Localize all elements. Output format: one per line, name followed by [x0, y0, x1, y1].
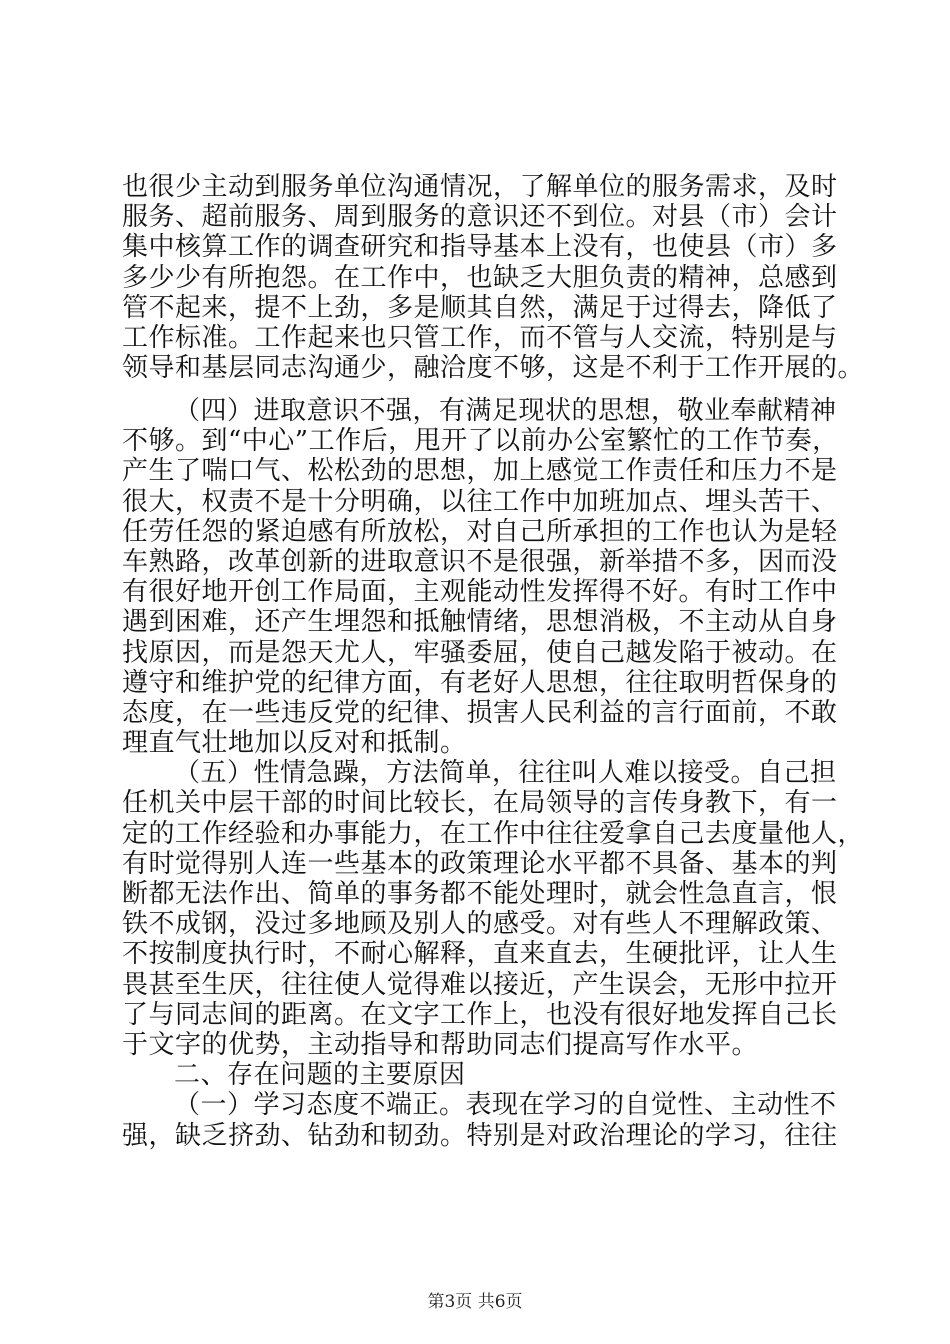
- text-line: 不够。到“中心”工作后，甩开了以前办公室繁忙的工作节奏，: [122, 426, 839, 457]
- text-line: 断都无法作出、简单的事务都不能处理时，就会性急直言，恨: [122, 879, 838, 909]
- text-line: 服务、超前服务、周到服务的意识还不到位。对县（市）会计: [122, 202, 838, 233]
- text-line: 有时觉得别人连一些基本的政策理论水平都不具备、基本的判: [122, 848, 838, 879]
- text-line: 任机关中层干部的时间比较长，在局领导的言传身教下，有一: [122, 788, 838, 819]
- paragraph-one-heading: （一）学习态度不端正。表现在学习的自觉性、主动性不: [174, 1090, 837, 1121]
- body-paragraphs: [122, 396, 865, 1151]
- text-line: 不按制度执行时，不耐心解释，直来直去，生硬批评，让人生: [122, 939, 838, 970]
- text-line: 领导和基层同志沟通少，融洽度不够，这是不利于工作开展的。: [122, 353, 865, 384]
- text-line: 态度，在一些违反党的纪律、损害人民利益的言行面前，不敢: [122, 697, 838, 728]
- text-line: 管不起来，提不上劲，多是顺其自然，满足于过得去，降低了: [122, 292, 838, 323]
- text-line: 遵守和维护党的纪律方面，有老好人思想，往往取明哲保身的: [122, 667, 838, 698]
- text-line: 也很少主动到服务单位沟通情况，了解单位的服务需求，及时: [122, 172, 838, 202]
- section-heading: 二、存在问题的主要原因: [174, 1060, 466, 1091]
- text-line: 车熟路，改革创新的进取意识不是很强，新举措不多，因而没: [122, 546, 838, 577]
- text-line: 集中核算工作的调查研究和指导基本上没有，也使县（市）多: [122, 232, 838, 263]
- text-line: 畏甚至生厌，往往使人觉得难以接近，产生误会，无形中拉开: [122, 969, 838, 1000]
- text-line: 遇到困难，还产生埋怨和抵触情绪，思想消极，不主动从自身: [122, 607, 838, 638]
- text-line: 定的工作经验和办事能力，在工作中往往爱拿自己去度量他人，: [122, 818, 865, 849]
- text-line: 了与同志间的距离。在文字工作上，也没有很好地发挥自己长: [122, 999, 838, 1030]
- text-line: 多少少有所抱怨。在工作中，也缺乏大胆负责的精神，总感到: [122, 262, 838, 293]
- text-line: 理直气壮地加以反对和抵制。: [122, 728, 467, 759]
- text-line: 很大，权责不是十分明确，以往工作中加班加点、埋头苦干、: [122, 486, 838, 517]
- text-line: 任劳任怨的紧迫感有所放松，对自己所承担的工作也认为是轻: [122, 516, 838, 547]
- text-line: 有很好地开创工作局面，主观能动性发挥得不好。有时工作中: [122, 577, 838, 608]
- page-footer: 第3页 共6页: [427, 1292, 523, 1312]
- paragraph-continuation: [122, 172, 865, 384]
- paragraph-four-heading: （四）进取意识不强，有满足现状的思想，敬业奉献精神: [174, 396, 837, 426]
- text-line: 强，缺乏挤劲、钻劲和韧劲。特别是对政治理论的学习，往往: [122, 1120, 838, 1151]
- text-line: 工作标准。工作起来也只管工作，而不管与人交流，特别是与: [122, 322, 838, 353]
- text-line: 铁不成钢，没过多地顾及别人的感受。对有些人不理解政策、: [122, 909, 838, 940]
- text-line: 找原因，而是怨天尤人，牢骚委屈，使自己越发陷于被动。在: [122, 637, 838, 668]
- paragraph-five-heading: （五）性情急躁，方法简单，往往叫人难以接受。自己担: [174, 758, 837, 789]
- text-line: 产生了喘口气、松松劲的思想，加上感觉工作责任和压力不是: [122, 456, 838, 487]
- text-line: 于文字的优势，主动指导和帮助同志们提高写作水平。: [122, 1029, 759, 1060]
